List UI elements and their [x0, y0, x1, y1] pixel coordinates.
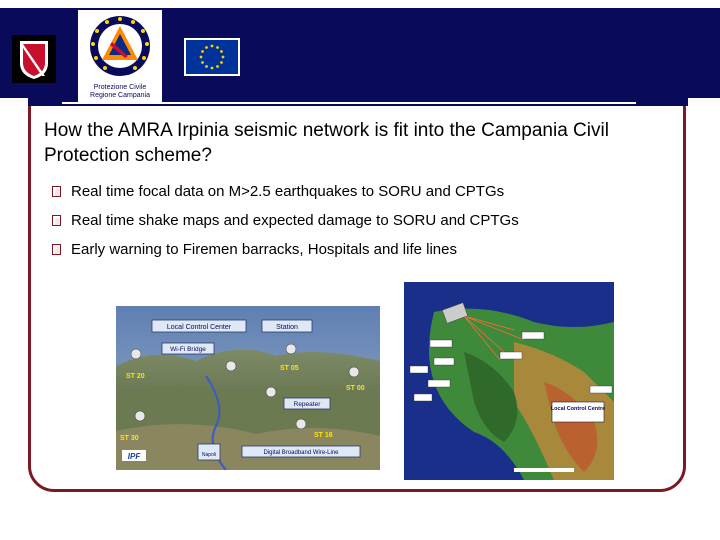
- label-st05: ST 05: [280, 365, 299, 372]
- bullet-text: Early warning to Firemen barracks, Hospitals and life lines: [71, 241, 457, 258]
- label-st20: ST 20: [126, 373, 145, 380]
- bullet-text: Real time shake maps and expected damage to SORU and CPTGs: [71, 212, 519, 229]
- label-wifi-bridge: Wi-Fi Bridge: [170, 346, 206, 353]
- bullet-text: Real time focal data on M>2.5 earthquakes to SORU and CPTGs: [71, 183, 505, 200]
- bullet-item: [52, 212, 519, 229]
- label-station: Station: [276, 324, 298, 331]
- ipf-logo: IPF: [127, 452, 141, 461]
- bullet-marker-icon: [52, 215, 61, 226]
- label-local-control-centre: Local Control Centre: [550, 406, 606, 412]
- logo-text-line1: Protezione Civile: [93, 84, 147, 91]
- regional-crest-icon: [12, 35, 56, 83]
- bullet-item: [52, 241, 457, 258]
- slide-title: How the AMRA Irpinia seismic network is fit into the Campania Civil Protection scheme?: [44, 120, 609, 166]
- bullet-marker-icon: [52, 244, 61, 255]
- label-st16: ST 16: [314, 432, 333, 439]
- label-wireline: Digital Broadband Wire-Line: [263, 450, 339, 456]
- label-st00: ST 00: [346, 385, 365, 392]
- logo-text-line2: Regione Campania: [90, 92, 150, 99]
- bullet-marker-icon: [52, 186, 61, 197]
- label-st30: ST 30: [120, 435, 139, 442]
- label-repeater: Repeater: [293, 401, 321, 408]
- civil-protection-logo: [78, 10, 162, 102]
- regional-map-image: [404, 282, 614, 480]
- label-local-control-center: Local Control Center: [166, 324, 232, 331]
- network-diagram-image: [116, 306, 380, 470]
- label-napoli: Napoli: [201, 452, 217, 458]
- header-rule-highlight: [62, 102, 636, 104]
- eu-flag-icon: [184, 38, 240, 76]
- bullet-item: [52, 183, 504, 200]
